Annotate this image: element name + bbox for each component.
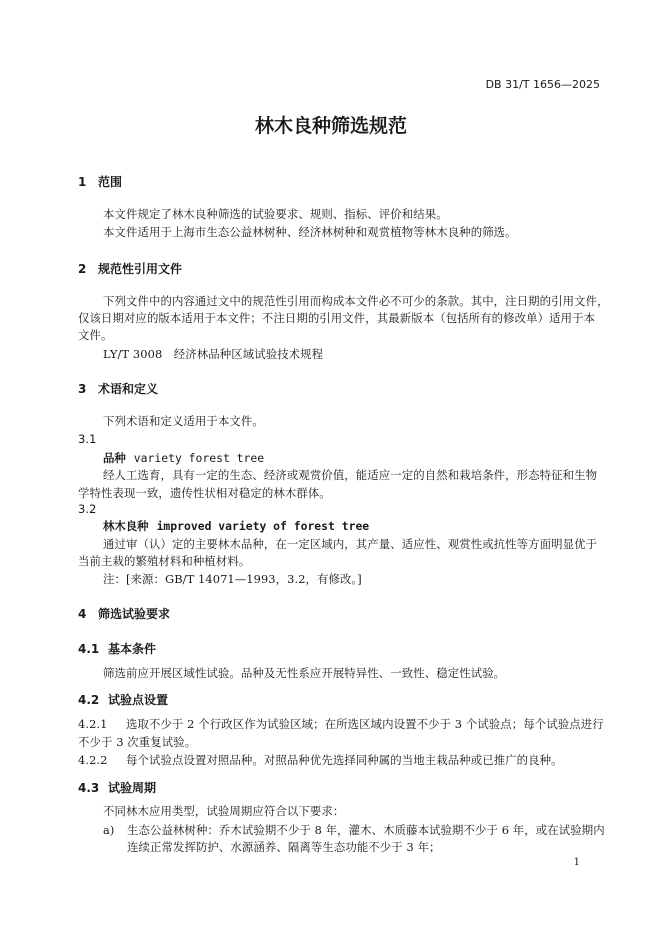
- term-english: variety forest tree: [133, 451, 265, 465]
- term-number: 3.2: [78, 502, 97, 516]
- list-item-a: [103, 822, 605, 838]
- clause-number: 4.2.2: [78, 753, 108, 767]
- list-marker: a): [103, 823, 115, 837]
- term-chinese: 品种: [103, 451, 126, 465]
- paragraph: 本文件适用于上海市生态公益林树种、经济林树种和观赏植物等林木良种的筛选。: [103, 225, 517, 239]
- term-number: 3.1: [78, 432, 97, 446]
- section-1-heading: [78, 173, 122, 190]
- term-entry: [103, 518, 369, 534]
- subsection-title: 基本条件: [108, 642, 157, 656]
- list-item-continuation: 连续正常发挥防护、水源涵养、隔离等生态功能不少于 3 年；: [127, 840, 441, 854]
- subsection-title: 试验点设置: [108, 693, 169, 707]
- paragraph: 不同林木应用类型，试验周期应符合以下要求：: [103, 804, 345, 818]
- definition-line: 经人工选育，具有一定的生态、经济或观赏价值，能适应一定的自然和栽培条件，形态特征和生物: [103, 468, 598, 482]
- paragraph: 筛选前应开展区域性试验。品种及无性系应开展特异性、一致性、稳定性试验。: [103, 666, 506, 680]
- paragraph-line: 下列文件中的内容通过文中的规范性引用而构成本文件必不可少的条款。其中，注日期的引用文件，: [103, 294, 609, 308]
- section-title: 筛选试验要求: [98, 607, 171, 621]
- section-4-heading: [78, 605, 170, 622]
- section-number: 4: [78, 607, 87, 621]
- subsection-number: 4.1: [78, 642, 100, 656]
- reference-entry: LY/T 3008 经济林品种区域试验技术规程: [103, 347, 324, 361]
- definition-line: 通过审（认）定的主要林木品种，在一定区域内，其产量、适应性、观赏性或抗性等方面明显优于: [103, 537, 598, 551]
- section-number: 1: [78, 175, 87, 189]
- subsection-title: 试验周期: [108, 781, 157, 795]
- section-title: 规范性引用文件: [98, 262, 183, 276]
- paragraph-line: 仅该日期对应的版本适用于本文件；不注日期的引用文件，其最新版本（包括所有的修改单）适用于本: [78, 311, 596, 325]
- definition-note: 注：[来源：GB/T 14071—1993，3.2，有修改。]: [103, 572, 362, 586]
- list-item-text: 生态公益林树种：乔木试验期不少于 8 年，灌木、木质藤本试验期不少于 6 年，或在试验期内: [127, 823, 605, 837]
- definition-line: 当前主栽的繁殖材料和种植材料。: [78, 554, 251, 568]
- section-title: 术语和定义: [98, 382, 159, 396]
- subsection-4-2-heading: [78, 691, 168, 708]
- term-chinese: 林木良种: [103, 519, 149, 533]
- clause-text: 选取不少于 2 个行政区作为试验区域；在所选区域内设置不少于 3 个试验点；每个试验点进行: [126, 717, 604, 731]
- page-number: 1: [573, 857, 580, 868]
- subsection-4-1-heading: [78, 640, 156, 657]
- section-number: 3: [78, 382, 87, 396]
- document-title: 林木良种筛选规范: [254, 115, 407, 137]
- section-title: 范围: [98, 175, 123, 189]
- section-3-heading: [78, 380, 158, 397]
- paragraph: 本文件规定了林木良种筛选的试验要求、规则、指标、评价和结果。: [103, 207, 448, 221]
- clause-text-line: 不少于 3 次重复试验。: [78, 735, 197, 749]
- paragraph: 下列术语和定义适用于本文件。: [103, 414, 264, 428]
- term-english: improved variety of forest tree: [156, 519, 370, 533]
- definition-line: 学特性表现一致，遗传性状相对稳定的林木群体。: [78, 486, 331, 500]
- standard-code: DB 31/T 1656—2025: [485, 78, 600, 91]
- clause-text: 每个试验点设置对照品种。对照品种优先选择同种属的当地主栽品种或已推广的良种。: [126, 753, 563, 767]
- section-2-heading: [78, 260, 182, 277]
- paragraph-line: 文件。: [78, 328, 113, 342]
- clause-4-2-1: [78, 716, 604, 732]
- clause-number: 4.2.1: [78, 717, 108, 731]
- subsection-4-3-heading: [78, 779, 156, 796]
- clause-4-2-2: [78, 752, 563, 768]
- section-number: 2: [78, 262, 87, 276]
- subsection-number: 4.3: [78, 781, 100, 795]
- term-entry: [103, 450, 264, 466]
- subsection-number: 4.2: [78, 693, 100, 707]
